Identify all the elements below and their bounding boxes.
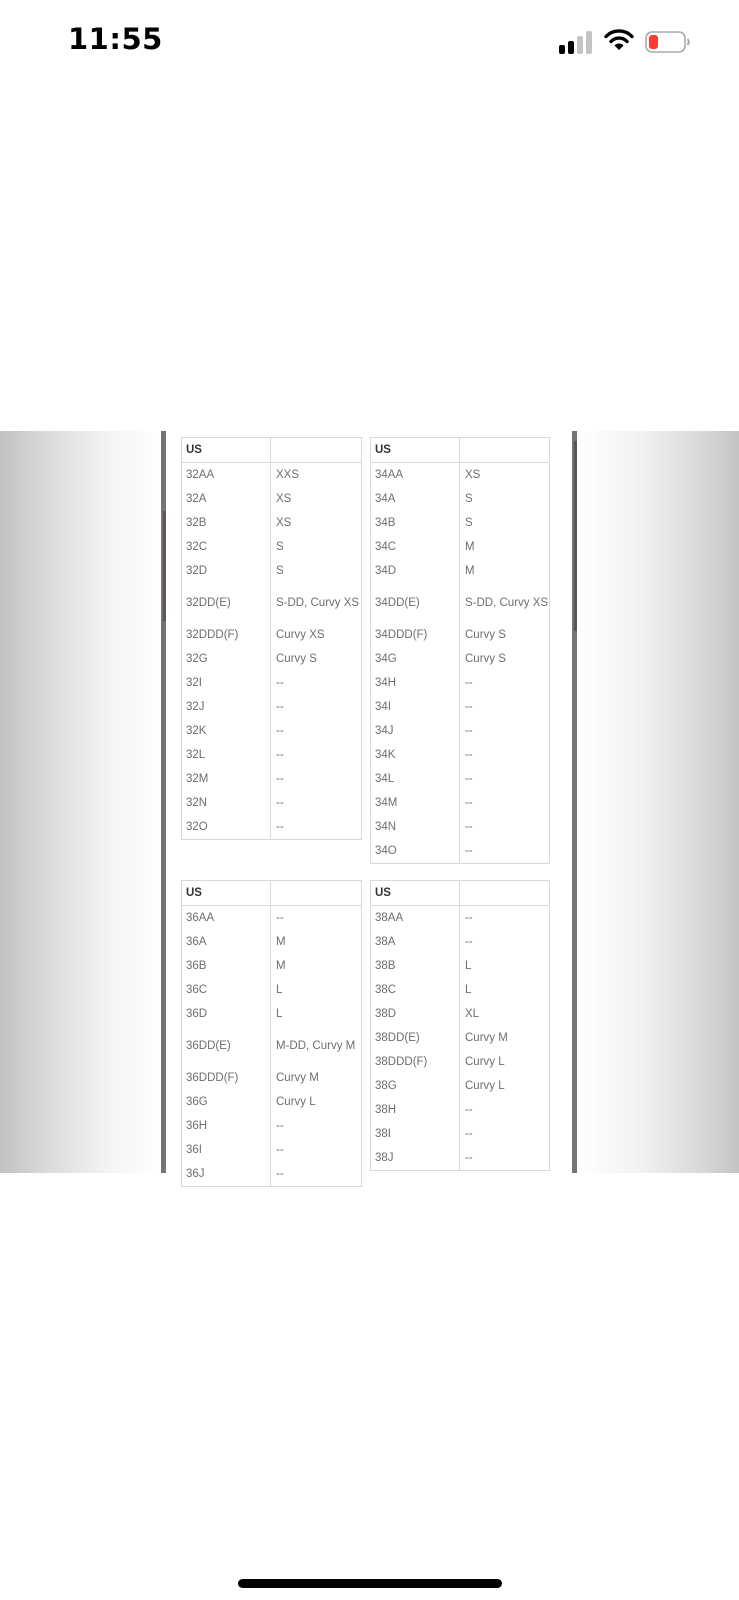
us-size-cell: 34DD(E) <box>375 596 420 609</box>
us-size-cell: 38AA <box>375 911 404 924</box>
us-size-cell: 34AA <box>375 468 404 481</box>
table-row <box>371 647 549 671</box>
table-row <box>371 671 549 695</box>
table-row <box>371 511 549 535</box>
table-row <box>182 623 361 647</box>
us-size-cell: 38G <box>375 1079 397 1092</box>
fit-size-cell: Curvy S <box>465 628 506 641</box>
us-size-cell: 38J <box>375 1151 394 1164</box>
fit-size-cell: L <box>276 1007 283 1020</box>
header-cell <box>465 881 549 905</box>
battery-low-icon <box>645 30 691 54</box>
table-row <box>182 463 361 487</box>
fit-size-cell: M <box>276 935 286 948</box>
fit-size-cell: S <box>276 564 284 577</box>
fit-size-cell: -- <box>276 772 284 785</box>
fit-size-cell: S <box>276 540 284 553</box>
table-row <box>182 511 361 535</box>
us-size-cell: 32DD(E) <box>186 596 231 609</box>
us-size-cell: 38DDD(F) <box>375 1055 428 1068</box>
header-cell: US <box>186 443 202 456</box>
fit-size-cell: -- <box>276 724 284 737</box>
us-size-cell: 38DD(E) <box>375 1031 420 1044</box>
fit-size-cell: L <box>276 983 283 996</box>
fit-size-cell: -- <box>276 1119 284 1132</box>
us-size-cell: 34DDD(F) <box>375 628 428 641</box>
table-row <box>371 535 549 559</box>
header-divider <box>182 462 361 463</box>
table-row <box>182 906 361 930</box>
fit-size-cell: Curvy M <box>276 1071 319 1084</box>
us-size-cell: 32J <box>186 700 205 713</box>
us-size-cell: 36DD(E) <box>186 1039 231 1052</box>
table-row <box>182 1026 361 1066</box>
us-size-cell: 32I <box>186 676 202 689</box>
size-chart-photo <box>0 431 739 1180</box>
table-row <box>182 583 361 623</box>
fit-size-cell: XXS <box>276 468 300 481</box>
fit-size-cell: -- <box>465 820 473 833</box>
fit-size-cell: -- <box>276 1167 284 1180</box>
us-size-cell: 34A <box>375 492 396 505</box>
fit-size-cell: -- <box>465 935 473 948</box>
fit-size-cell: XL <box>465 1007 480 1020</box>
size-chart-34 <box>370 437 550 864</box>
us-size-cell: 36C <box>186 983 208 996</box>
table-row <box>371 743 549 767</box>
us-size-cell: 38A <box>375 935 396 948</box>
fit-size-cell: -- <box>465 911 473 924</box>
fit-size-cell: Curvy S <box>465 652 506 665</box>
wifi-icon <box>604 28 634 52</box>
size-chart-36 <box>181 880 362 1187</box>
table-row <box>182 1114 361 1138</box>
table-row <box>371 767 549 791</box>
fit-size-cell: S-DD, Curvy XS <box>465 596 549 609</box>
status-time: 11:55 <box>68 22 163 56</box>
header-cell: US <box>375 886 391 899</box>
fit-size-cell: S <box>465 516 473 529</box>
table-row <box>371 1146 549 1170</box>
table-row <box>182 695 361 719</box>
header-cell <box>276 881 360 905</box>
us-size-cell: 34B <box>375 516 396 529</box>
table-header-row <box>371 881 549 905</box>
fit-size-cell: -- <box>465 1103 473 1116</box>
us-size-cell: 32G <box>186 652 208 665</box>
table-row <box>182 1002 361 1026</box>
table-row <box>371 839 549 863</box>
fit-size-cell: -- <box>465 676 473 689</box>
us-size-cell: 34K <box>375 748 396 761</box>
fit-size-cell: -- <box>276 748 284 761</box>
header-cell: US <box>375 443 391 456</box>
fit-size-cell: -- <box>465 724 473 737</box>
table-row <box>371 930 549 954</box>
table-row <box>371 695 549 719</box>
table-row <box>371 559 549 583</box>
size-chart-38 <box>370 880 550 1171</box>
fit-size-cell: -- <box>276 796 284 809</box>
fit-size-cell: Curvy L <box>276 1095 316 1108</box>
table-row <box>371 791 549 815</box>
us-size-cell: 34C <box>375 540 397 553</box>
header-cell <box>276 438 360 462</box>
fit-size-cell: S-DD, Curvy XS <box>276 596 360 609</box>
column-divider <box>459 881 460 1170</box>
us-size-cell: 36H <box>186 1119 208 1132</box>
fit-size-cell: -- <box>465 796 473 809</box>
us-size-cell: 38I <box>375 1127 391 1140</box>
table-row <box>371 1002 549 1026</box>
table-row <box>371 1098 549 1122</box>
frame-reflection <box>163 511 166 621</box>
header-divider <box>371 905 549 906</box>
us-size-cell: 36A <box>186 935 207 948</box>
frame-reflection <box>574 441 577 631</box>
header-cell: US <box>186 886 202 899</box>
fit-size-cell: -- <box>276 1143 284 1156</box>
fit-size-cell: L <box>465 983 472 996</box>
us-size-cell: 32D <box>186 564 208 577</box>
us-size-cell: 32L <box>186 748 206 761</box>
fit-size-cell: -- <box>465 844 473 857</box>
us-size-cell: 36G <box>186 1095 208 1108</box>
fit-size-cell: L <box>465 959 472 972</box>
fit-size-cell: XS <box>465 468 481 481</box>
us-size-cell: 32O <box>186 820 208 833</box>
us-size-cell: 34M <box>375 796 398 809</box>
us-size-cell: 38C <box>375 983 397 996</box>
table-row <box>182 535 361 559</box>
fit-size-cell: -- <box>465 1127 473 1140</box>
fit-size-cell: -- <box>276 820 284 833</box>
fit-size-cell: XS <box>276 516 292 529</box>
table-row <box>182 767 361 791</box>
fit-size-cell: Curvy L <box>465 1055 505 1068</box>
table-header-row <box>371 438 549 462</box>
us-size-cell: 36DDD(F) <box>186 1071 239 1084</box>
table-row <box>182 671 361 695</box>
fit-size-cell: -- <box>276 911 284 924</box>
column-divider <box>270 881 271 1186</box>
table-row <box>371 1050 549 1074</box>
us-size-cell: 34J <box>375 724 394 737</box>
us-size-cell: 36I <box>186 1143 202 1156</box>
us-size-cell: 32AA <box>186 468 215 481</box>
status-bar <box>0 0 739 84</box>
home-indicator[interactable] <box>238 1579 502 1588</box>
fit-size-cell: Curvy S <box>276 652 317 665</box>
table-row <box>182 1090 361 1114</box>
us-size-cell: 36AA <box>186 911 215 924</box>
table-row <box>371 583 549 623</box>
table-row <box>182 1162 361 1186</box>
size-chart-32 <box>181 437 362 840</box>
us-size-cell: 36B <box>186 959 207 972</box>
us-size-cell: 34D <box>375 564 397 577</box>
table-row <box>182 743 361 767</box>
table-row <box>371 719 549 743</box>
table-row <box>371 1074 549 1098</box>
header-divider <box>371 462 549 463</box>
table-row <box>182 791 361 815</box>
us-size-cell: 34L <box>375 772 395 785</box>
us-size-cell: 32N <box>186 796 208 809</box>
fit-size-cell: -- <box>465 1151 473 1164</box>
fit-size-cell: Curvy XS <box>276 628 325 641</box>
us-size-cell: 38B <box>375 959 396 972</box>
table-header-row <box>182 438 361 462</box>
us-size-cell: 32C <box>186 540 208 553</box>
fit-size-cell: Curvy L <box>465 1079 505 1092</box>
table-row <box>371 463 549 487</box>
table-row <box>371 1122 549 1146</box>
us-size-cell: 32DDD(F) <box>186 628 239 641</box>
column-divider <box>459 438 460 863</box>
table-row <box>182 815 361 839</box>
us-size-cell: 32K <box>186 724 207 737</box>
fit-size-cell: M <box>465 540 475 553</box>
column-divider <box>270 438 271 839</box>
us-size-cell: 32B <box>186 516 207 529</box>
us-size-cell: 38D <box>375 1007 397 1020</box>
fit-size-cell: -- <box>465 700 473 713</box>
us-size-cell: 38H <box>375 1103 397 1116</box>
table-header-row <box>182 881 361 905</box>
table-row <box>182 1066 361 1090</box>
us-size-cell: 34N <box>375 820 397 833</box>
table-row <box>371 487 549 511</box>
fit-size-cell: S <box>465 492 473 505</box>
table-row <box>371 954 549 978</box>
fit-size-cell: XS <box>276 492 292 505</box>
table-row <box>182 930 361 954</box>
table-row <box>371 1026 549 1050</box>
fit-size-cell: -- <box>465 748 473 761</box>
fit-size-cell: -- <box>276 676 284 689</box>
table-row <box>182 719 361 743</box>
table-row <box>371 906 549 930</box>
header-cell <box>465 438 549 462</box>
cellular-signal-icon <box>559 30 595 54</box>
table-row <box>182 559 361 583</box>
us-size-cell: 36D <box>186 1007 208 1020</box>
table-row <box>371 623 549 647</box>
fit-size-cell: M <box>276 959 286 972</box>
table-row <box>371 978 549 1002</box>
us-size-cell: 36J <box>186 1167 205 1180</box>
us-size-cell: 34G <box>375 652 397 665</box>
table-row <box>182 647 361 671</box>
fit-size-cell: Curvy M <box>465 1031 508 1044</box>
table-row <box>182 978 361 1002</box>
us-size-cell: 34H <box>375 676 397 689</box>
fit-size-cell: -- <box>276 700 284 713</box>
fit-size-cell: M-DD, Curvy M <box>276 1039 356 1052</box>
header-divider <box>182 905 361 906</box>
us-size-cell: 32A <box>186 492 207 505</box>
fit-size-cell: M <box>465 564 475 577</box>
us-size-cell: 32M <box>186 772 209 785</box>
table-row <box>182 1138 361 1162</box>
table-row <box>182 487 361 511</box>
table-row <box>371 815 549 839</box>
us-size-cell: 34I <box>375 700 391 713</box>
us-size-cell: 34O <box>375 844 397 857</box>
table-row <box>182 954 361 978</box>
fit-size-cell: -- <box>465 772 473 785</box>
